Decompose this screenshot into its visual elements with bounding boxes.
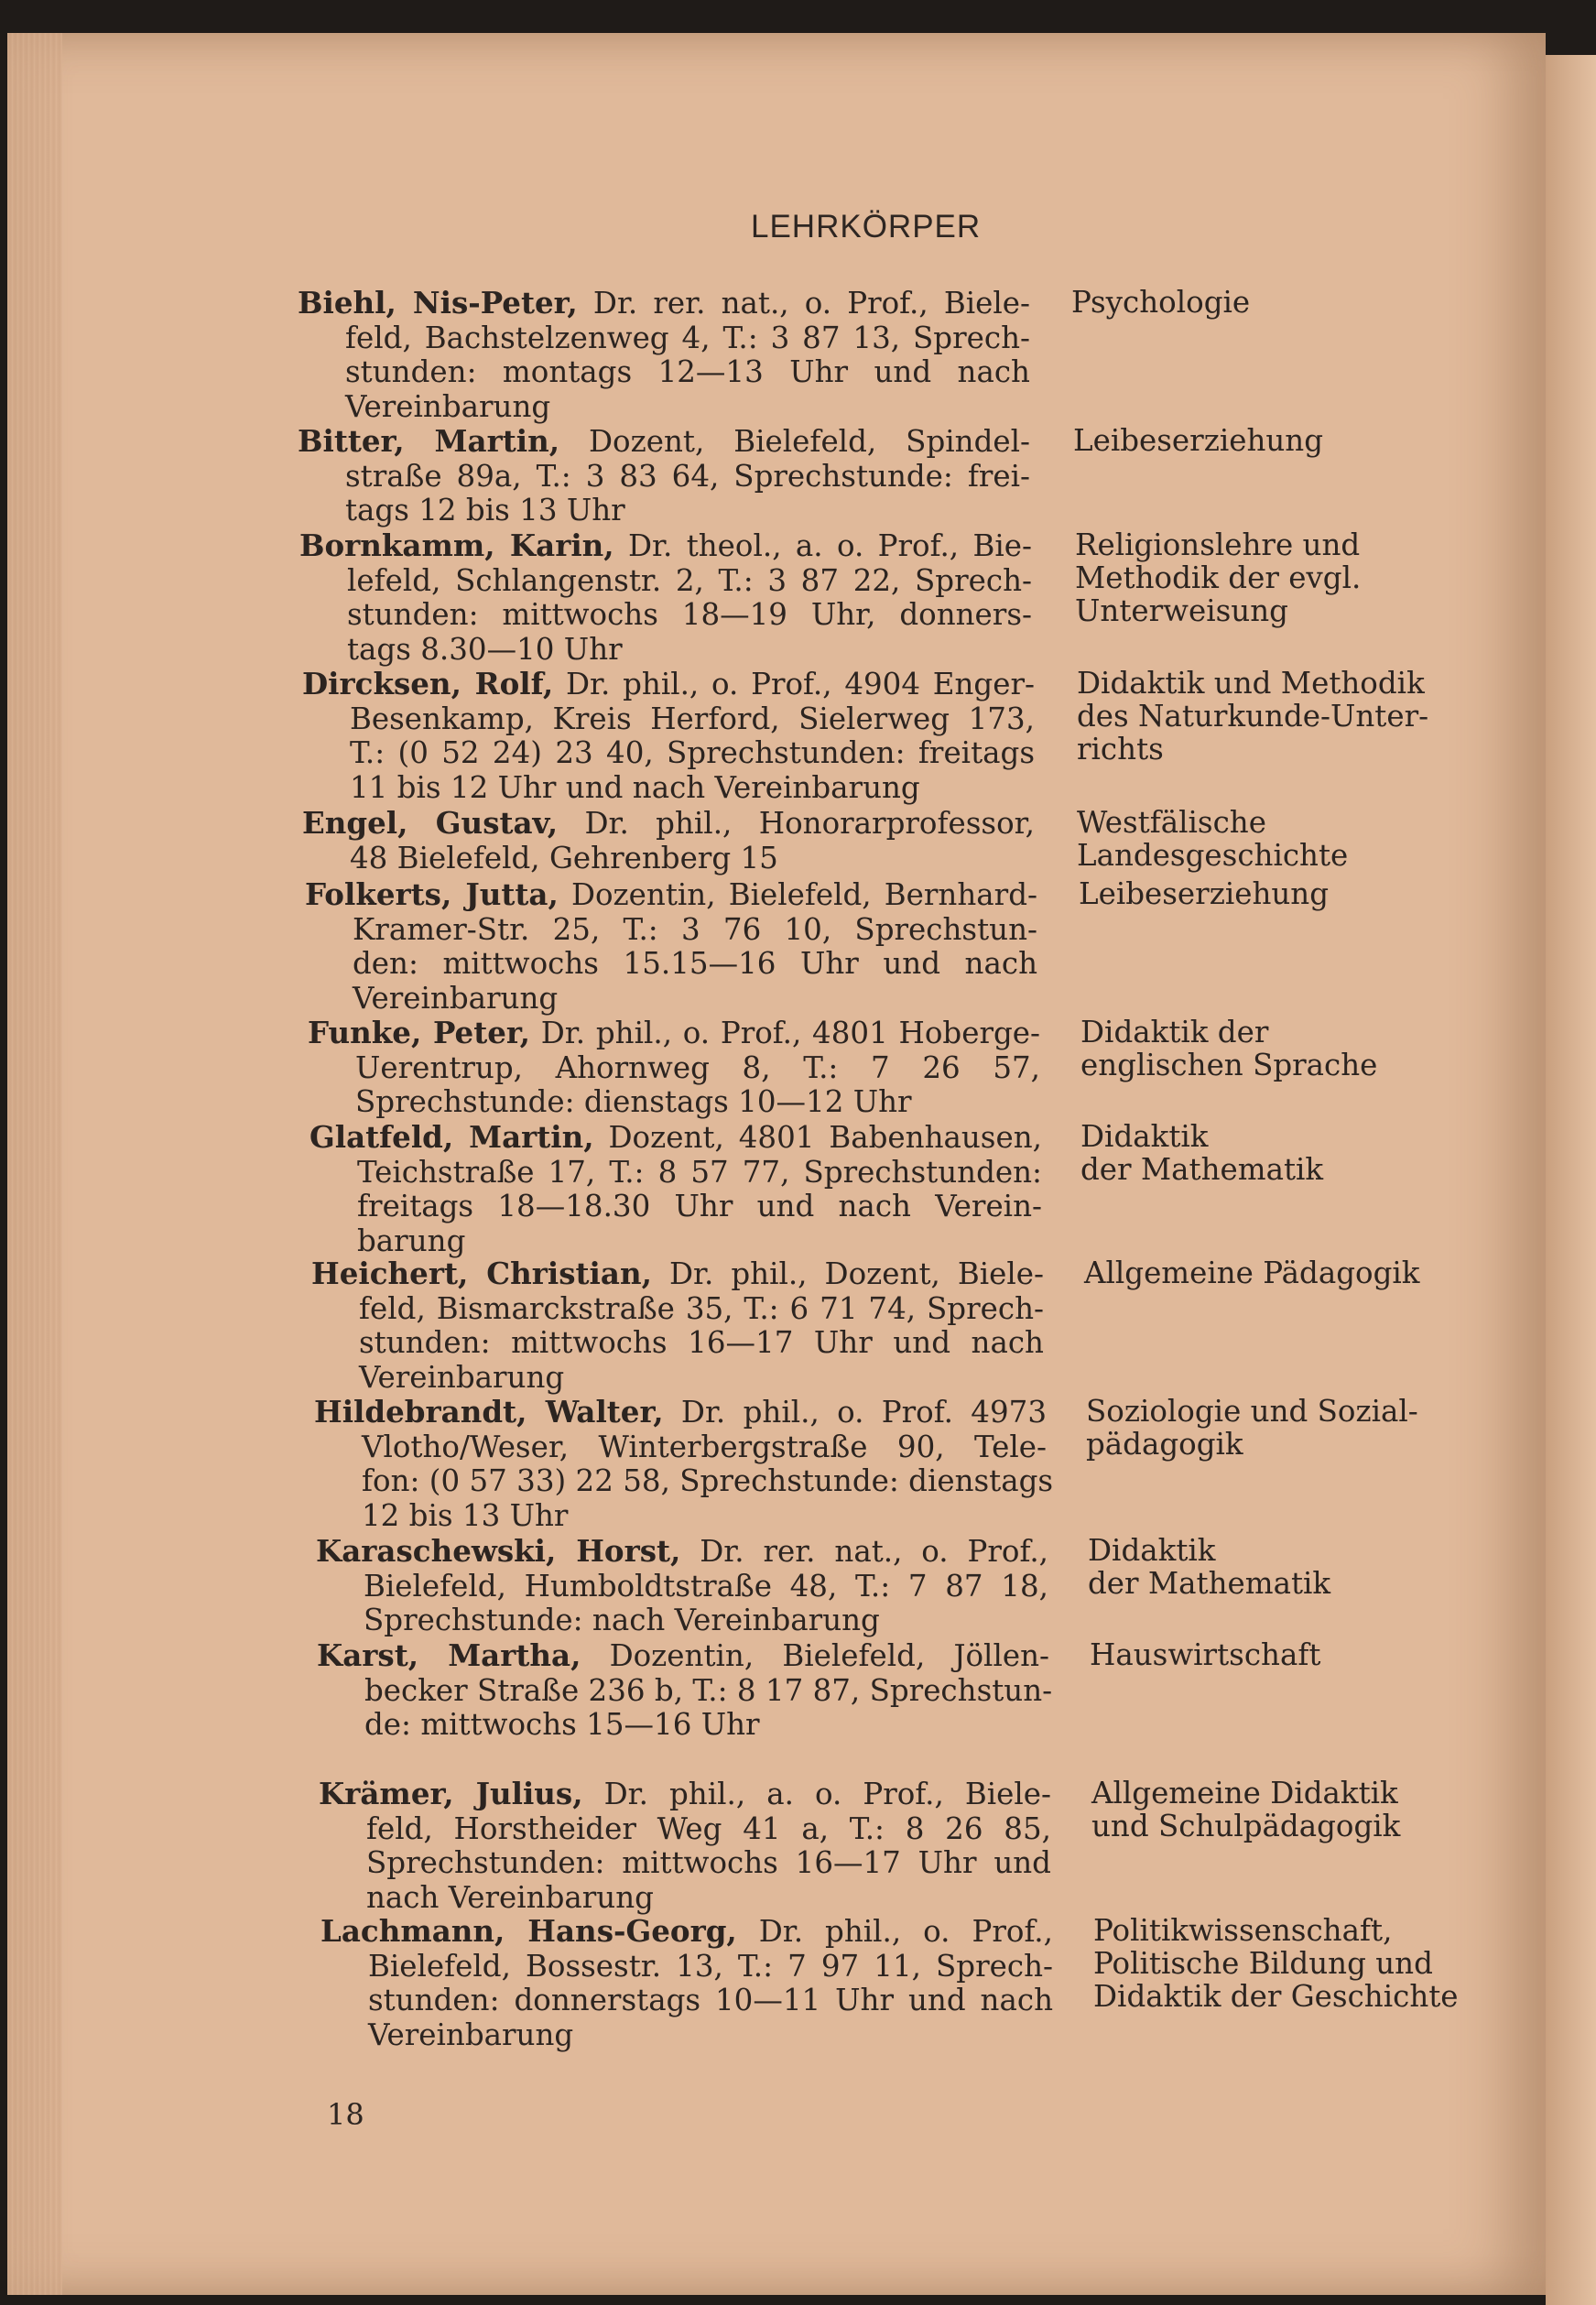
entry-first-line (302, 667, 1035, 702)
entry-title-text: Dr. phil., a. o. Prof., Biele- (603, 1777, 1051, 1811)
subject-line: des Naturkunde-Unter- (1077, 699, 1429, 734)
faculty-name: Heichert, Christian, (311, 1256, 652, 1291)
entry-subject (1077, 667, 1480, 766)
entry-first-line (299, 528, 1032, 564)
entry-details (298, 424, 1030, 528)
entry-first-line (316, 1534, 1048, 1570)
entry-title-text: Dr. phil., Honorarprofessor, (584, 806, 1035, 841)
subject-line: Didaktik und Methodik (1077, 666, 1425, 701)
subject-line: richts (1077, 732, 1164, 767)
subject-line: Politikwissenschaft, (1093, 1913, 1393, 1948)
entry-line: 11 bis 12 Uhr und nach Vereinbarung (350, 769, 920, 805)
entry-details (316, 1534, 1048, 1638)
subject-line: Didaktik der Geschichte (1093, 1979, 1459, 2014)
entry-line: 12 bis 13 Uhr (362, 1497, 569, 1533)
faculty-name: Hildebrandt, Walter, (314, 1394, 664, 1430)
entry-title-text: Dozentin, Bielefeld, Bernhard- (570, 877, 1037, 912)
entry-line: Sprechstunden: mittwochs 16—17 Uhr und (366, 1845, 1051, 1880)
faculty-name: Funke, Peter, (308, 1015, 530, 1050)
entry-subject (1091, 1777, 1494, 1843)
entry-details (309, 1120, 1042, 1258)
subject-line: englischen Sprache (1080, 1048, 1378, 1082)
subject-line: Landesgeschichte (1077, 838, 1349, 873)
subject-line: Methodik der evgl. (1075, 560, 1362, 595)
entry-first-line (302, 806, 1035, 842)
entry-line: stunden: donnerstags 10—11 Uhr und nach (368, 1983, 1053, 2017)
subject-line: der Mathematik (1088, 1566, 1331, 1601)
subject-line: Psychologie (1071, 285, 1251, 320)
entry-line: stunden: mittwochs 18—19 Uhr, donners- (347, 597, 1032, 632)
entry-line: 48 Bielefeld, Gehrenberg 15 (350, 840, 778, 875)
entry-line: de: mittwochs 15—16 Uhr (364, 1707, 760, 1742)
entry-line: tags 8.30—10 Uhr (347, 631, 623, 667)
entry-line: Kramer-Str. 25, T.: 3 76 10, Sprechstun- (353, 911, 1037, 947)
entry-first-line (319, 1777, 1051, 1812)
entry-subject (1077, 806, 1480, 872)
entry-subject (1075, 528, 1478, 627)
entry-line: Vereinbarung (359, 1359, 565, 1395)
entry-first-line (305, 877, 1037, 913)
subject-line: Religionslehre und (1075, 527, 1361, 562)
faculty-name: Dircksen, Rolf, (302, 666, 554, 701)
entry-subject (1093, 1914, 1496, 2013)
faculty-name: Bitter, Martin, (298, 423, 560, 459)
entry-first-line (314, 1395, 1047, 1430)
subject-line: Allgemeine Pädagogik (1084, 1256, 1420, 1290)
subject-line: und Schulpädagogik (1091, 1809, 1401, 1843)
entry-details (299, 528, 1032, 667)
entry-title-text: Dr. phil., o. Prof., (758, 1914, 1053, 1949)
entry-title-text: Dr. rer. nat., o. Prof., (700, 1534, 1048, 1569)
entry-line: T.: (0 52 24) 23 40, Sprechstunden: freitags (350, 735, 1035, 770)
entry-title-text: Dozentin, Bielefeld, Jöllen- (609, 1638, 1049, 1673)
subject-line: Didaktik (1088, 1533, 1216, 1568)
entry-first-line (298, 286, 1030, 321)
entry-details (302, 667, 1035, 805)
subject-line: der Mathematik (1080, 1152, 1324, 1187)
entry-line: Teichstraße 17, T.: 8 57 77, Sprechstunden: (357, 1154, 1042, 1190)
entry-subject (1080, 1016, 1483, 1082)
entry-subject (1071, 286, 1474, 319)
entry-title-text: Dozent, Bielefeld, Spindel- (589, 424, 1030, 459)
entry-line: fon: (0 57 33) 22 58, Sprechstunde: dienstags (362, 1463, 1054, 1498)
entry-first-line (320, 1914, 1053, 1950)
entry-line: Vereinbarung (345, 388, 551, 424)
entry-line: lefeld, Schlangenstr. 2, T.: 3 87 22, Sprech- (347, 562, 1032, 598)
entry-line: freitags 18—18.30 Uhr und nach Verein- (357, 1189, 1042, 1223)
entry-line: Bielefeld, Humboldtstraße 48, T.: 7 87 18, (364, 1568, 1048, 1604)
entry-line: feld, Bachstelzenweg 4, T.: 3 87 13, Sprech- (345, 320, 1030, 355)
entry-title-text: Dr. phil., Dozent, Biele- (668, 1256, 1044, 1291)
entry-subject (1079, 877, 1482, 910)
entry-subject (1090, 1638, 1493, 1671)
entry-title-text: Dr. theol., a. o. Prof., Bie- (627, 528, 1032, 563)
subject-line: pädagogik (1086, 1427, 1243, 1462)
subject-line: Leibeserziehung (1079, 876, 1330, 911)
entry-line: straße 89a, T.: 3 83 64, Sprechstunde: frei- (345, 458, 1030, 494)
entry-title-text: Dr. phil., o. Prof. 4973 (680, 1395, 1047, 1430)
subject-line: Soziologie und Sozial- (1086, 1394, 1418, 1429)
faculty-name: Engel, Gustav, (302, 805, 559, 841)
facing-page-edge (1546, 55, 1596, 2305)
entry-line: nach Vereinbarung (366, 1879, 654, 1915)
entry-line: Vlotho/Weser, Winterbergstraße 90, Tele- (362, 1429, 1047, 1464)
entry-title-text: Dr. rer. nat., o. Prof., Biele- (592, 286, 1030, 321)
entry-details (298, 286, 1030, 424)
entry-details (320, 1914, 1053, 2052)
entry-subject (1086, 1395, 1489, 1461)
entry-details (308, 1016, 1040, 1120)
entry-title-text: Dr. phil., o. Prof., 4801 Hoberge- (540, 1016, 1041, 1050)
entry-subject (1073, 424, 1476, 457)
entry-details (319, 1777, 1051, 1915)
page-number: 18 (327, 2097, 364, 2132)
entry-line: becker Straße 236 b, T.: 8 17 87, Sprechstun- (364, 1672, 1053, 1708)
subject-line: Leibeserziehung (1073, 423, 1324, 458)
faculty-name: Karaschewski, Horst, (316, 1533, 681, 1569)
subject-line: Westfälische (1077, 805, 1266, 840)
entry-first-line (311, 1256, 1044, 1292)
faculty-name: Folkerts, Jutta, (305, 876, 559, 912)
entry-title-text: Dr. phil., o. Prof., 4904 Enger- (565, 667, 1035, 701)
entry-details (305, 877, 1037, 1016)
subject-line: Didaktik der (1080, 1015, 1269, 1049)
entry-subject (1080, 1120, 1483, 1186)
entry-line: Vereinbarung (368, 2017, 574, 2052)
page-stack-edge (7, 33, 62, 2295)
subject-line: Didaktik (1080, 1119, 1209, 1154)
entry-title-text: Dozent, 4801 Babenhausen, (608, 1120, 1042, 1155)
entry-subject (1084, 1256, 1487, 1289)
subject-line: Politische Bildung und (1093, 1946, 1433, 1981)
page-header: LEHRKÖRPER (751, 209, 982, 245)
entry-details (302, 806, 1035, 875)
entry-line: Sprechstunde: nach Vereinbarung (364, 1603, 880, 1637)
entry-line: Besenkamp, Kreis Herford, Sielerweg 173, (350, 701, 1035, 736)
entry-line: feld, Horstheider Weg 41 a, T.: 8 26 85, (366, 1810, 1051, 1846)
entry-line: stunden: montags 12—13 Uhr und nach (345, 354, 1030, 389)
faculty-name: Biehl, Nis-Peter, (298, 285, 578, 321)
entry-first-line (298, 424, 1030, 460)
entry-details (314, 1394, 1054, 1533)
entry-line: Uerentrup, Ahornweg 8, T.: 7 26 57, (355, 1049, 1040, 1085)
entry-details (317, 1637, 1053, 1743)
entry-line: den: mittwochs 15.15—16 Uhr und nach (353, 946, 1037, 981)
entry-first-line (309, 1120, 1042, 1156)
faculty-name: Krämer, Julius, (319, 1776, 583, 1811)
subject-line: Allgemeine Didaktik (1091, 1776, 1398, 1810)
subject-line: Unterweisung (1075, 593, 1288, 628)
entry-line: Bielefeld, Bossestr. 13, T.: 7 97 11, Sprech- (368, 1948, 1053, 1984)
entry-subject (1088, 1534, 1491, 1600)
entry-line: Vereinbarung (353, 980, 559, 1016)
entry-first-line (308, 1016, 1040, 1051)
entry-details (311, 1256, 1044, 1395)
faculty-name: Bornkamm, Karin, (299, 527, 614, 563)
faculty-name: Karst, Martha, (317, 1637, 581, 1673)
entry-line: Sprechstunde: dienstags 10—12 Uhr (355, 1084, 912, 1119)
entry-line: feld, Bismarckstraße 35, T.: 6 71 74, Sprech- (359, 1290, 1044, 1326)
entry-line: stunden: mittwochs 16—17 Uhr und nach (359, 1325, 1044, 1360)
subject-line: Hauswirtschaft (1090, 1637, 1321, 1672)
entry-line: tags 12 bis 13 Uhr (345, 493, 625, 527)
faculty-name: Glatfeld, Martin, (309, 1119, 594, 1155)
entry-line: barung (357, 1223, 466, 1258)
entry-first-line (317, 1638, 1049, 1674)
faculty-name: Lachmann, Hans-Georg, (320, 1913, 737, 1949)
